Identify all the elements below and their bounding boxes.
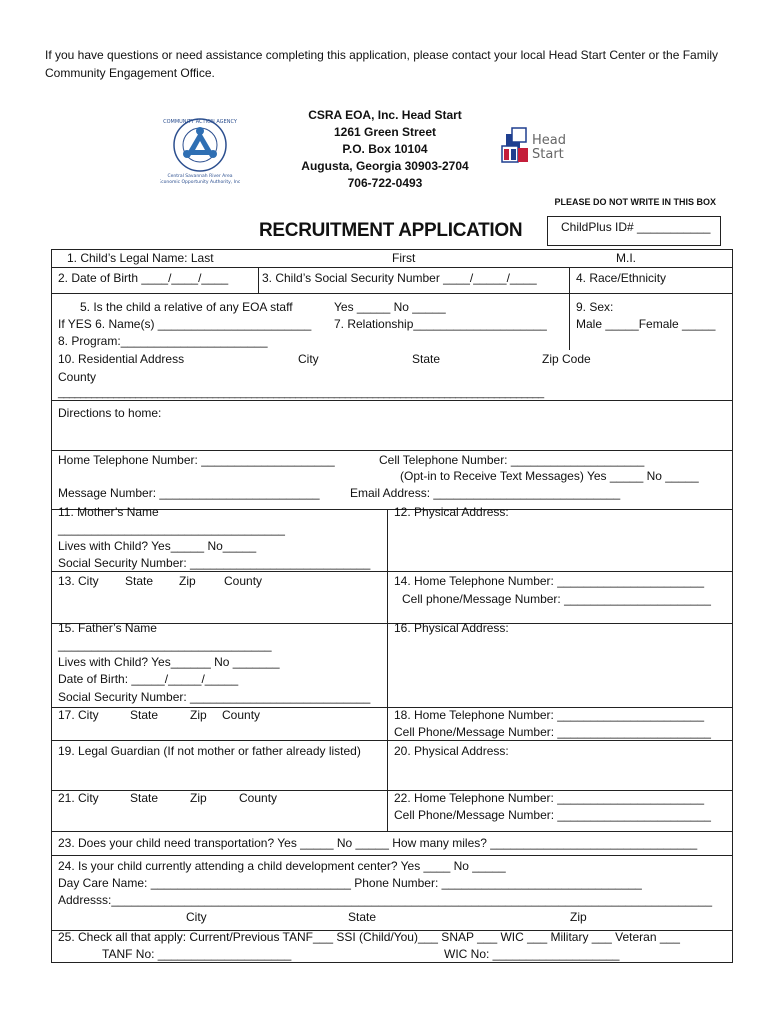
child-legal-name-label: 1. Child’s Legal Name: Last: [67, 251, 214, 265]
father-ssn-field: Social Security Number: ___________________________: [58, 690, 371, 704]
col-divider: [387, 509, 388, 831]
day-care-city-label: City: [186, 910, 207, 924]
cell-telephone-field: Cell Telephone Number: ____________________: [379, 453, 645, 467]
org-address-block: [270, 107, 500, 192]
mother-zip-label: Zip: [179, 574, 196, 588]
mother-city-label: 13. City: [58, 574, 99, 588]
father-physical-address-label: 16. Physical Address:: [394, 621, 509, 635]
col-divider: [569, 267, 570, 350]
guardian-home-telephone-field: 22. Home Telephone Number: ______________________: [394, 791, 705, 805]
mother-physical-address-label: 12. Physical Address:: [394, 505, 509, 519]
father-city-label: 17. City: [58, 708, 99, 722]
father-state-label: State: [130, 708, 159, 722]
child-development-center-question: 24. Is your child currently attending a child development center? Yes ____ No _____: [58, 859, 506, 873]
mother-name-label: 11. Mother’s Name: [58, 505, 159, 519]
guardian-state-label: State: [130, 791, 159, 805]
program-field: 8. Program:______________________: [58, 334, 268, 348]
logo-ring-text: COMMUNITY ACTION AGENCY: [163, 119, 237, 125]
relative-names-field: If YES 6. Name(s) _______________________: [58, 317, 312, 331]
email-address-field: Email Address: ____________________________: [350, 486, 621, 500]
community-action-agency-logo: [160, 115, 240, 190]
col-divider: [258, 267, 259, 293]
assistance-programs-question: 25. Check all that apply: Current/Previous TANF___ SSI (Child/You)___ SNAP ___ WIC ___ Military ___ Veteran ___: [58, 930, 680, 944]
father-cell-phone-field: Cell Phone/Message Number: _______________________: [394, 725, 711, 739]
legal-guardian-label: 19. Legal Guardian (If not mother or father already listed): [58, 744, 361, 758]
father-lives-with-child: Lives with Child? Yes______ No _______: [58, 655, 280, 669]
row-divider: [52, 831, 732, 832]
father-name-label: 15. Father’s Name: [58, 621, 157, 635]
mother-name-line: __________________________________: [58, 522, 285, 536]
eoa-relative-yes-no: Yes _____ No _____: [334, 300, 446, 314]
row-divider: [52, 571, 732, 572]
childplus-id-box: ChildPlus ID# ___________: [547, 216, 721, 246]
day-care-address-field: Addresss:__________________________________________________________________________________________: [58, 893, 712, 907]
home-telephone-field: Home Telephone Number: ____________________: [58, 453, 335, 467]
mother-county-label: County: [224, 574, 263, 588]
day-care-state-label: State: [348, 910, 377, 924]
mother-ssn-field: Social Security Number: ___________________________: [58, 556, 371, 570]
recruitment-form: [51, 249, 733, 963]
row-divider: [52, 267, 732, 268]
race-ethnicity-label: 4. Race/Ethnicity: [576, 271, 667, 285]
row-divider: [52, 450, 732, 451]
mother-state-label: State: [125, 574, 154, 588]
middle-initial-label: M.I.: [616, 251, 636, 265]
text-opt-in-field: (Opt-in to Receive Text Messages) Yes _____ No _____: [400, 469, 699, 483]
sex-label: 9. Sex:: [576, 300, 614, 314]
org-street: 1261 Green Street: [333, 125, 437, 139]
guardian-county-label: County: [239, 791, 278, 805]
directions-label: Directions to home:: [58, 406, 162, 420]
guardian-zip-label: Zip: [190, 791, 207, 805]
page-title: RECRUITMENT APPLICATION: [259, 220, 523, 241]
mother-home-telephone-field: 14. Home Telephone Number: ______________________: [394, 574, 705, 588]
logo-caption-1: Central Savannah River Area: [167, 174, 233, 179]
address-county-label: County: [58, 370, 97, 384]
sex-options: Male _____Female _____: [576, 317, 716, 331]
row-divider: [52, 855, 732, 856]
org-phone: 706-722-0493: [347, 176, 423, 190]
guardian-physical-address-label: 20. Physical Address:: [394, 744, 509, 758]
org-pobox: P.O. Box 10104: [342, 142, 428, 156]
father-date-of-birth: Date of Birth: _____/_____/_____: [58, 672, 239, 686]
row-divider: [52, 740, 732, 741]
message-number-field: Message Number: ________________________: [58, 486, 320, 500]
row-divider: [52, 293, 732, 294]
mother-lives-with-child: Lives with Child? Yes_____ No_____: [58, 539, 257, 553]
guardian-cell-phone-field: Cell Phone/Message Number: _______________________: [394, 808, 711, 822]
child-ssn-label: 3. Child’s Social Security Number ____/_____/____: [262, 271, 537, 285]
father-zip-label: Zip: [190, 708, 207, 722]
residential-address-label: 10. Residential Address: [58, 352, 185, 366]
first-name-label: First: [392, 251, 416, 265]
relationship-field: 7. Relationship____________________: [334, 317, 547, 331]
transportation-question: 23. Does your child need transportation? Yes _____ No _____ How many miles? _______________________________: [58, 836, 698, 850]
father-home-telephone-field: 18. Home Telephone Number: ______________________: [394, 708, 705, 722]
date-of-birth-label: 2. Date of Birth ____/____/____: [58, 271, 229, 285]
father-county-label: County: [222, 708, 261, 722]
tanf-number-field: TANF No: ____________________: [102, 947, 292, 961]
org-name: CSRA EOA, Inc. Head Start: [308, 108, 462, 122]
address-city-label: City: [298, 352, 319, 366]
address-zip-label: Zip Code: [542, 352, 591, 366]
guardian-city-label: 21. City: [58, 791, 99, 805]
head-start-logo: [500, 122, 580, 167]
office-use-note: PLEASE DO NOT WRITE IN THIS BOX: [554, 197, 716, 207]
mother-cell-phone-field: Cell phone/Message Number: ______________________: [402, 592, 711, 606]
intro-text: If you have questions or need assistance completing this application, please contact your local Head Start Center or the Family Community Engagement Office.: [45, 48, 719, 80]
eoa-relative-question: 5. Is the child a relative of any EOA staff: [80, 300, 293, 314]
org-city: Augusta, Georgia 30903-2704: [301, 159, 469, 173]
head-start-text-2: Start: [532, 147, 564, 162]
day-care-name-field: Day Care Name: ______________________________ Phone Number: ______________________________: [58, 876, 642, 890]
wic-number-field: WIC No: ___________________: [444, 947, 620, 961]
logo-caption-2: Economic Opportunity Authority, Inc.: [160, 180, 240, 185]
address-state-label: State: [412, 352, 441, 366]
address-line: ________________________________________________________________________________________: [58, 387, 544, 399]
head-start-text-1: Head: [532, 133, 566, 148]
father-name-line: ________________________________: [58, 638, 272, 652]
day-care-zip-label: Zip: [570, 910, 587, 924]
